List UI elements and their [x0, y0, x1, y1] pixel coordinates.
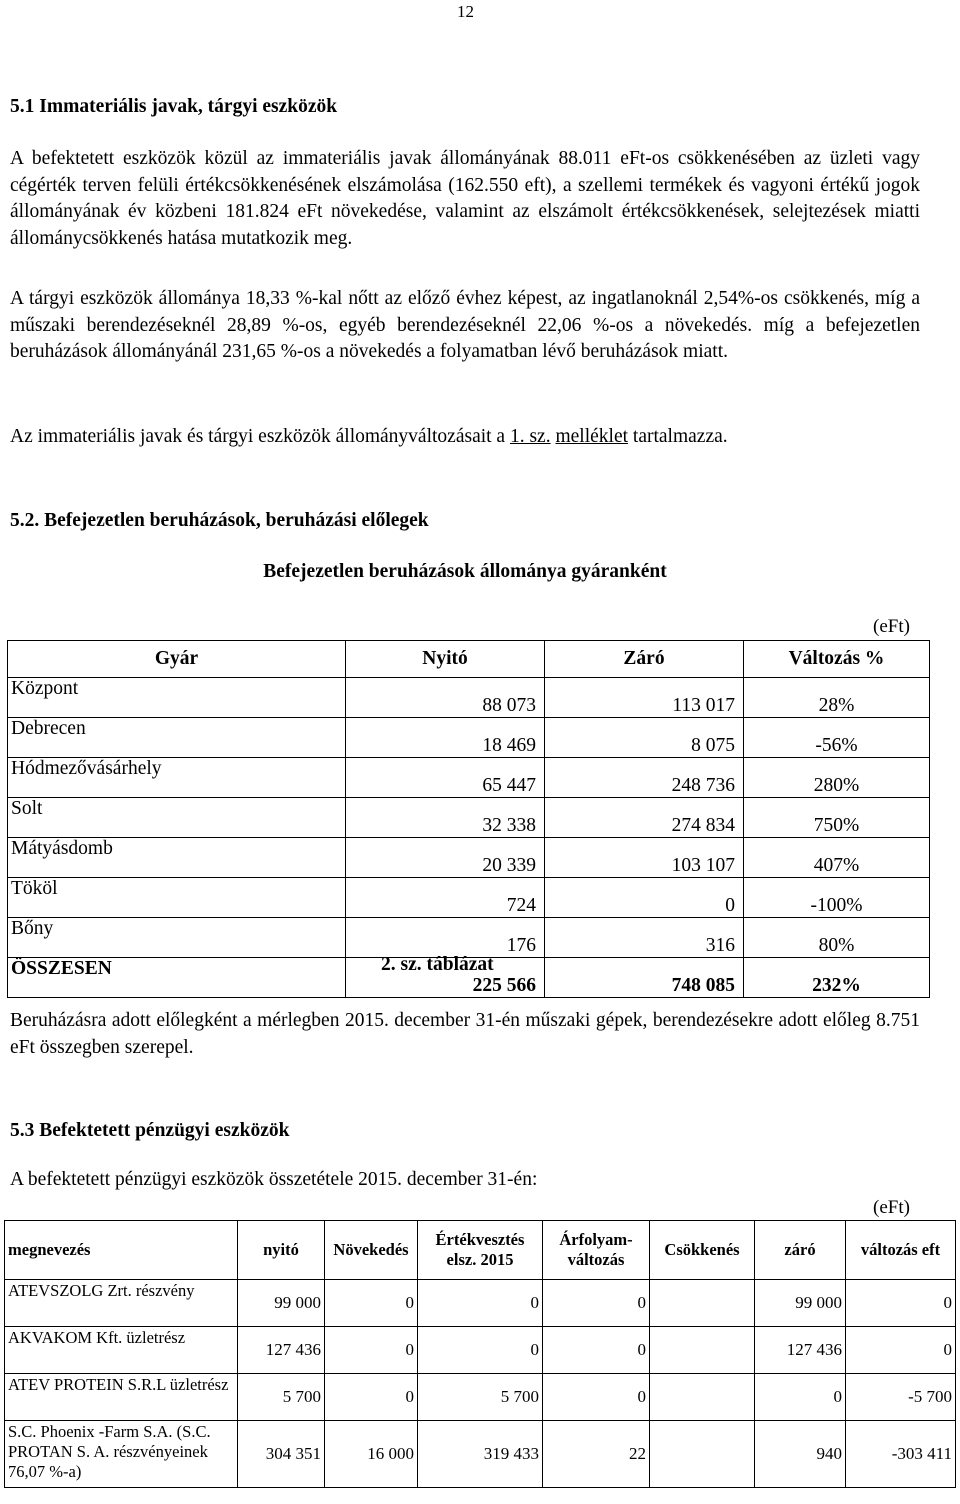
table-header-row — [8, 641, 930, 678]
change-percent: 407% — [744, 838, 930, 878]
table-row — [8, 838, 930, 878]
impairment-value: 5 700 — [418, 1374, 543, 1421]
opening-value: 65 447 — [346, 758, 545, 798]
table-unit-label: (eFt) — [873, 616, 910, 637]
closing-value: 103 107 — [545, 838, 744, 878]
change-value: -303 411 — [846, 1421, 956, 1488]
table-header-row — [5, 1221, 956, 1280]
decrease-value — [650, 1374, 755, 1421]
opening-value: 32 338 — [346, 798, 545, 838]
paragraph-reference — [10, 424, 920, 451]
impairment-value: 0 — [418, 1327, 543, 1374]
column-header-opening: nyitó — [238, 1221, 325, 1280]
opening-value: 304 351 — [238, 1421, 325, 1488]
asset-name: AKVAKOM Kft. üzletrész — [5, 1327, 238, 1374]
factory-name: Mátyásdomb — [8, 838, 346, 878]
table-row — [8, 878, 930, 918]
column-header-name: megnevezés — [5, 1221, 238, 1280]
closing-value: 248 736 — [545, 758, 744, 798]
opening-value: 724 — [346, 878, 545, 918]
closing-value: 316 — [545, 918, 744, 958]
closing-value: 0 — [755, 1374, 846, 1421]
asset-name: ATEVSZOLG Zrt. részvény — [5, 1280, 238, 1327]
change-percent: -56% — [744, 718, 930, 758]
table-caption: 2. sz. táblázat — [381, 954, 494, 975]
column-header-decrease: Csökkenés — [650, 1221, 755, 1280]
change-percent: 750% — [744, 798, 930, 838]
change-percent: 28% — [744, 678, 930, 718]
fx-change-value: 0 — [543, 1374, 650, 1421]
opening-value: 18 469 — [346, 718, 545, 758]
section-heading-5-2: 5.2. Befejezetlen beruházások, beruházási előlegek — [10, 510, 429, 531]
closing-value: 0 — [545, 878, 744, 918]
table-row — [8, 758, 930, 798]
increase-value: 0 — [325, 1280, 418, 1327]
table-row — [8, 678, 930, 718]
financial-table-unit: (eFt) — [873, 1197, 910, 1218]
change-percent: 80% — [744, 918, 930, 958]
section-heading-5-3: 5.3 Befektetett pénzügyi eszközök — [10, 1120, 290, 1141]
increase-value: 0 — [325, 1374, 418, 1421]
table-title-construction: Befejezetlen beruházások állománya gyáranként — [263, 561, 667, 582]
impairment-value: 0 — [418, 1280, 543, 1327]
impairment-value: 319 433 — [418, 1421, 543, 1488]
factory-name: Hódmezővásárhely — [8, 758, 346, 798]
increase-value: 0 — [325, 1327, 418, 1374]
factory-name: Solt — [8, 798, 346, 838]
decrease-value — [650, 1280, 755, 1327]
total-opening: 225 566 — [346, 958, 545, 998]
column-header-factory: Gyár — [8, 641, 346, 678]
asset-name: S.C. Phoenix -Farm S.A. (S.C. PROTAN S. A. részvényeinek 76,07 %-a) — [5, 1421, 238, 1488]
closing-value: 113 017 — [545, 678, 744, 718]
total-closing: 748 085 — [545, 958, 744, 998]
table-row — [5, 1374, 956, 1421]
construction-table — [7, 640, 930, 998]
total-label: ÖSSZESEN — [8, 958, 346, 998]
paragraph-tangibles: A tárgyi eszközök állománya 18,33 %-kal nőtt az előző évhez képest, az ingatlanoknál 2,54%-os csökkenés, míg a műszaki berendezéseknél 28,89 %-os, egyéb berendezéseknél 22,06 %-os a növekedés. míg a befejezetlen beruházások állományánál 231,65 %-os a növekedés a folyamatban lévő beruházások miatt. — [10, 288, 920, 362]
table-row — [5, 1280, 956, 1327]
table-row — [8, 798, 930, 838]
change-percent: -100% — [744, 878, 930, 918]
reference-text-prefix: Az immateriális javak és tárgyi eszközök állományváltozásait a — [10, 426, 510, 447]
opening-value: 176 — [346, 918, 545, 958]
column-header-closing: Záró — [545, 641, 744, 678]
factory-name: Tököl — [8, 878, 346, 918]
factory-name: Központ — [8, 678, 346, 718]
paragraph-financial-intro: A befektetett pénzügyi eszközök összetétele 2015. december 31-én: — [10, 1169, 538, 1190]
reference-link-annex-number[interactable]: 1. sz. — [509, 426, 551, 447]
closing-value: 99 000 — [755, 1280, 846, 1327]
fx-change-value: 0 — [543, 1280, 650, 1327]
column-header-closing: záró — [755, 1221, 846, 1280]
table-row — [5, 1327, 956, 1374]
closing-value: 940 — [755, 1421, 846, 1488]
opening-value: 5 700 — [238, 1374, 325, 1421]
fx-change-value: 22 — [543, 1421, 650, 1488]
factory-name: Debrecen — [8, 718, 346, 758]
change-percent: 280% — [744, 758, 930, 798]
table-row — [5, 1421, 956, 1488]
decrease-value — [650, 1421, 755, 1488]
total-change: 232% — [744, 958, 930, 998]
decrease-value — [650, 1327, 755, 1374]
asset-name: ATEV PROTEIN S.R.L üzletrész — [5, 1374, 238, 1421]
column-header-opening: Nyitó — [346, 641, 545, 678]
reference-link-annex[interactable]: melléklet — [555, 426, 629, 447]
column-header-impairment: Értékvesztés elsz. 2015 — [418, 1221, 543, 1280]
closing-value: 274 834 — [545, 798, 744, 838]
opening-value: 88 073 — [346, 678, 545, 718]
factory-name: Bőny — [8, 918, 346, 958]
paragraph-intangibles: A befektetett eszközök közül az immateriális javak állományának 88.011 eFt-os csökkenésében az üzleti vagy cégérték terven felüli értékcsökkenésének elszámolása (162.550 eft), a szellemi termékek és vagyoni értékű jogok állományának év közbeni 181.824 eFt növekedése, valamint az elszámolt értékcsökkenések, selejtezések miatti állománycsökkenés hatása mutatkozik meg. — [10, 148, 920, 249]
column-header-increase: Növekedés — [325, 1221, 418, 1280]
section-heading-5-1: 5.1 Immateriális javak, tárgyi eszközök — [10, 96, 338, 117]
change-value: 0 — [846, 1280, 956, 1327]
increase-value: 16 000 — [325, 1421, 418, 1488]
column-header-fx-change: Árfolyam-változás — [543, 1221, 650, 1280]
table-row — [8, 718, 930, 758]
paragraph-advances: Beruházásra adott előlegként a mérlegben 2015. december 31-én műszaki gépek, berendezésekre adott előleg 8.751 eFt összegben szerepel. — [10, 1010, 920, 1058]
reference-text-suffix: tartalmazza. — [628, 426, 728, 447]
financial-assets-table — [4, 1220, 956, 1488]
closing-value: 127 436 — [755, 1327, 846, 1374]
opening-value: 20 339 — [346, 838, 545, 878]
fx-change-value: 0 — [543, 1327, 650, 1374]
change-value: -5 700 — [846, 1374, 956, 1421]
column-header-change: Változás % — [744, 641, 930, 678]
page-number: 12 — [457, 2, 474, 21]
closing-value: 8 075 — [545, 718, 744, 758]
opening-value: 99 000 — [238, 1280, 325, 1327]
column-header-change: változás eft — [846, 1221, 956, 1280]
opening-value: 127 436 — [238, 1327, 325, 1374]
change-value: 0 — [846, 1327, 956, 1374]
table-row — [8, 918, 930, 958]
